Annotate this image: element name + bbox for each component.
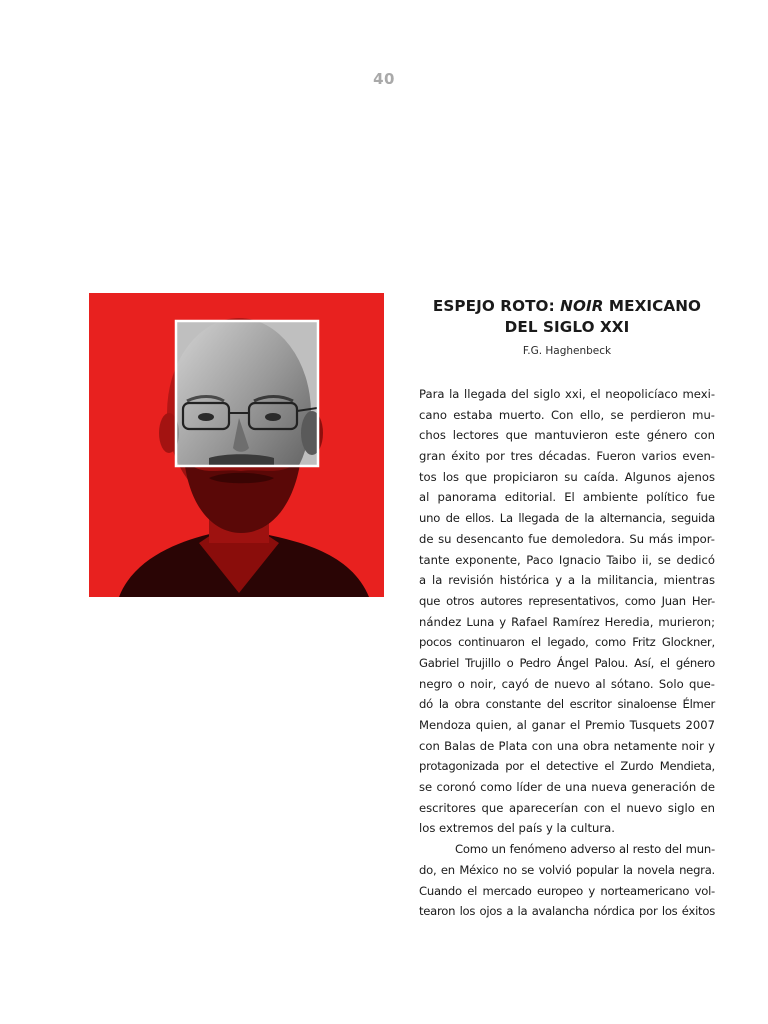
- article: [419, 296, 715, 922]
- body-line: Para la llegada del siglo xxi, el neopolicíaco mexi-: [419, 387, 715, 401]
- body-line: a la revisión histórica y a la militancia, mientras: [419, 573, 715, 588]
- body-line: protagonizada por el detective el Zurdo Mendieta,: [419, 759, 715, 774]
- title-italic: NOIR: [560, 297, 604, 315]
- author-portrait-image: [89, 293, 384, 597]
- body-line: Mendoza quien, al ganar el Premio Tusquets 2007: [419, 718, 715, 732]
- article-title: [419, 296, 715, 338]
- body-line: do, en México no se volvió popular la novela negra.: [419, 862, 715, 877]
- body-line: se coronó como líder de una nueva generación de: [419, 780, 715, 795]
- body-line: al panorama editorial. El ambiente político fue: [419, 490, 715, 505]
- body-line: Como un fenómeno adverso al resto del mun-: [455, 842, 715, 857]
- title-part-2: MEXICANO DEL SIGLO XXI: [504, 297, 702, 336]
- body-line: que otros autores representativos, como Juan Her-: [419, 593, 715, 608]
- body-line: Cuando el mercado europeo y norteamericano vol-: [419, 883, 715, 898]
- body-line: dó la obra constante del escritor sinaloense Élmer: [419, 697, 715, 712]
- body-line: Gabriel Trujillo o Pedro Ángel Palou. Así, el género: [419, 655, 715, 670]
- body-line: tos los que propiciaron su caída. Algunos ajenos: [419, 469, 715, 484]
- body-line: con Balas de Plata con una obra netamente noir y: [419, 738, 715, 753]
- body-line: negro o noir, cayó de nuevo al sótano. Solo que-: [419, 676, 715, 691]
- page-number: 40: [373, 70, 395, 88]
- article-author: F.G. Haghenbeck: [522, 345, 612, 357]
- body-line: tante exponente, Paco Ignacio Taibo ii, se dedicó: [419, 552, 715, 567]
- body-line: uno de ellos. La llegada de la alternancia, seguida: [419, 511, 715, 526]
- body-line: tearon los ojos a la avalancha nórdica por los éxitos: [419, 904, 715, 919]
- body-line: escritores que aparecerían con el nuevo siglo en: [419, 800, 715, 815]
- body-line: los extremos del país y la cultura.: [419, 821, 615, 836]
- body-line: pocos continuaron el legado, como Fritz Glockner,: [419, 635, 715, 650]
- body-line: chos lectores que mantuvieron este género con: [419, 428, 715, 443]
- body-line: gran éxito por tres décadas. Fueron varios even-: [419, 449, 715, 464]
- body-line: nández Luna y Rafael Ramírez Heredia, murieron;: [419, 614, 715, 629]
- body-line: de su desencanto fue demoledora. Su más impor-: [419, 531, 715, 546]
- article-body: [419, 384, 715, 922]
- body-line: cano estaba muerto. Con ello, se perdieron mu-: [419, 407, 715, 422]
- title-part-1: ESPEJO ROTO:: [432, 297, 561, 315]
